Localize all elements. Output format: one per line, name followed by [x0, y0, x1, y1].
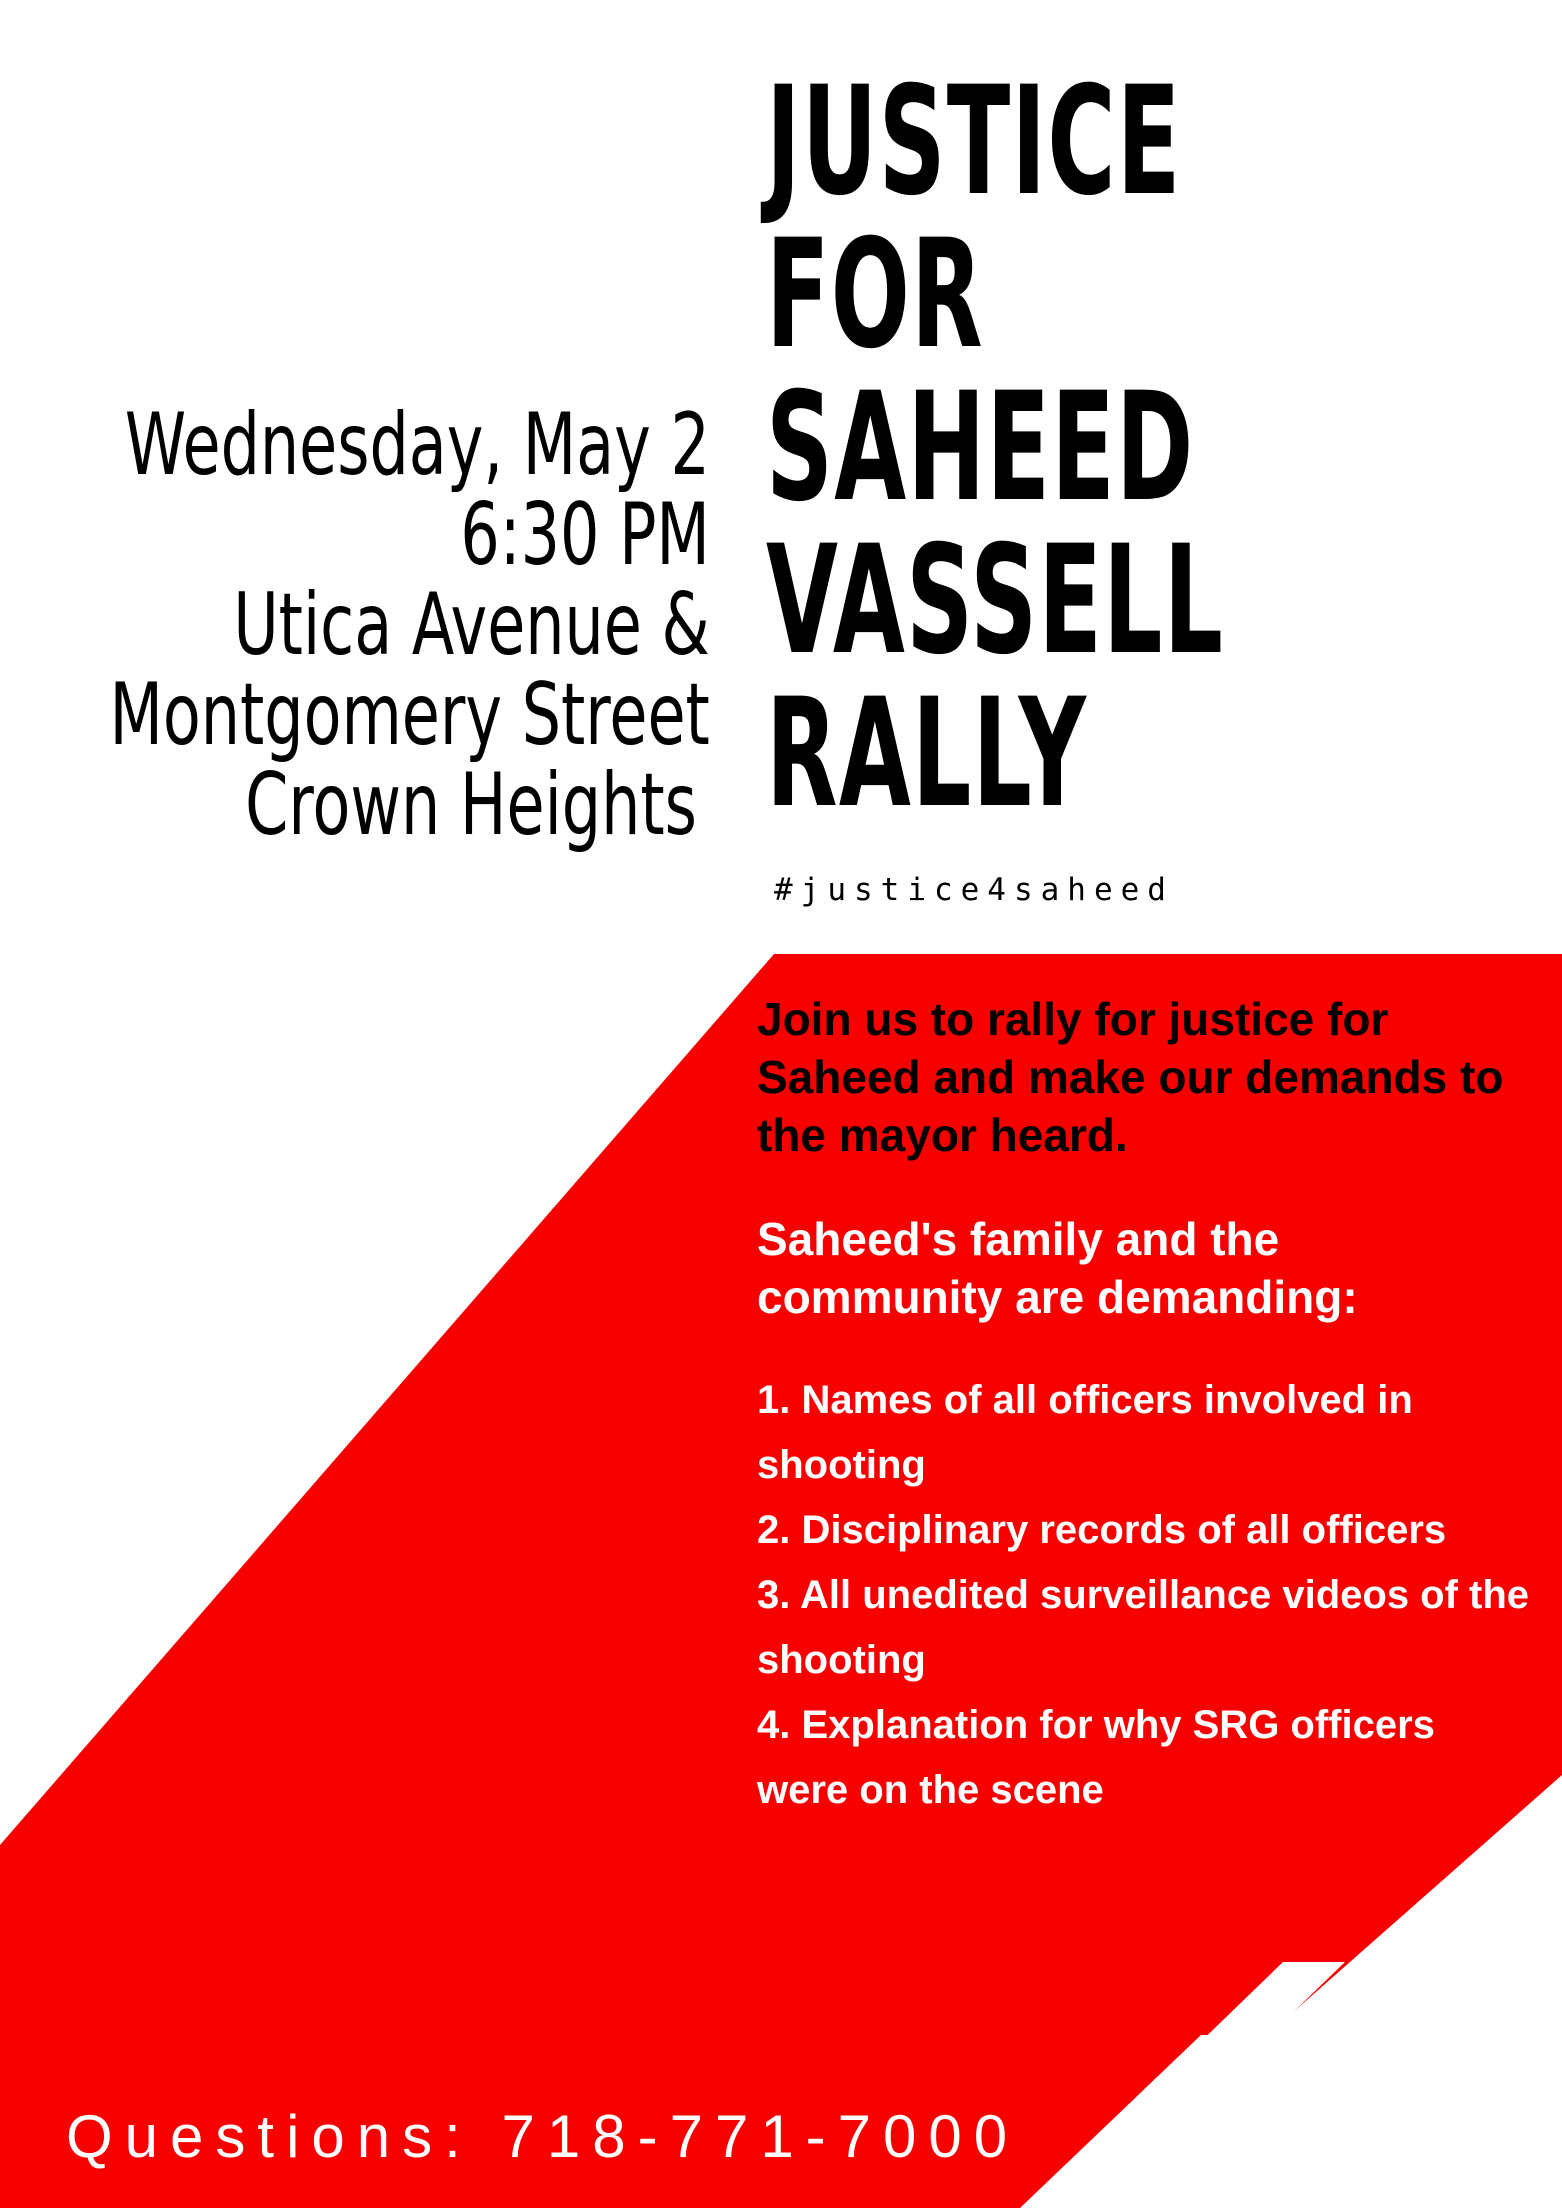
intro-text: Join us to rally for justice for Saheed and make our demands to the mayor heard. [757, 993, 1504, 1161]
demands-panel [757, 990, 1537, 1823]
event-location-line1: Utica Avenue & [233, 575, 710, 675]
headline-line: VASSELL [766, 514, 1225, 688]
headline-line: JUSTICE [766, 55, 1182, 229]
event-details [0, 395, 711, 855]
rally-headline [766, 55, 1237, 841]
demand-item: 4. Explanation for why SRG officers were on the scene [757, 1703, 1435, 1812]
questions-phone: Questions: 718-771-7000 [66, 2103, 1020, 2170]
demands-list [757, 1368, 1537, 1823]
event-location-line2: Montgomery Street [109, 665, 710, 765]
demands-heading: Saheed's family and the community are demanding: [757, 1213, 1358, 1323]
demand-item: 1. Names of all officers involved in shooting [757, 1378, 1413, 1487]
headline-line: RALLY [766, 667, 1088, 841]
hashtag: #justice4saheed [774, 872, 1174, 908]
headline-line: SAHEED [766, 361, 1195, 535]
event-neighborhood: Crown Heights [245, 755, 698, 855]
event-time: 6:30 PM [460, 485, 710, 585]
headline-line: FOR [766, 208, 984, 382]
demand-item: 2. Disciplinary records of all officers [757, 1508, 1447, 1552]
event-date: Wednesday, May 2 [125, 395, 711, 495]
demand-item: 3. All unedited surveillance videos of the shooting [757, 1573, 1530, 1682]
